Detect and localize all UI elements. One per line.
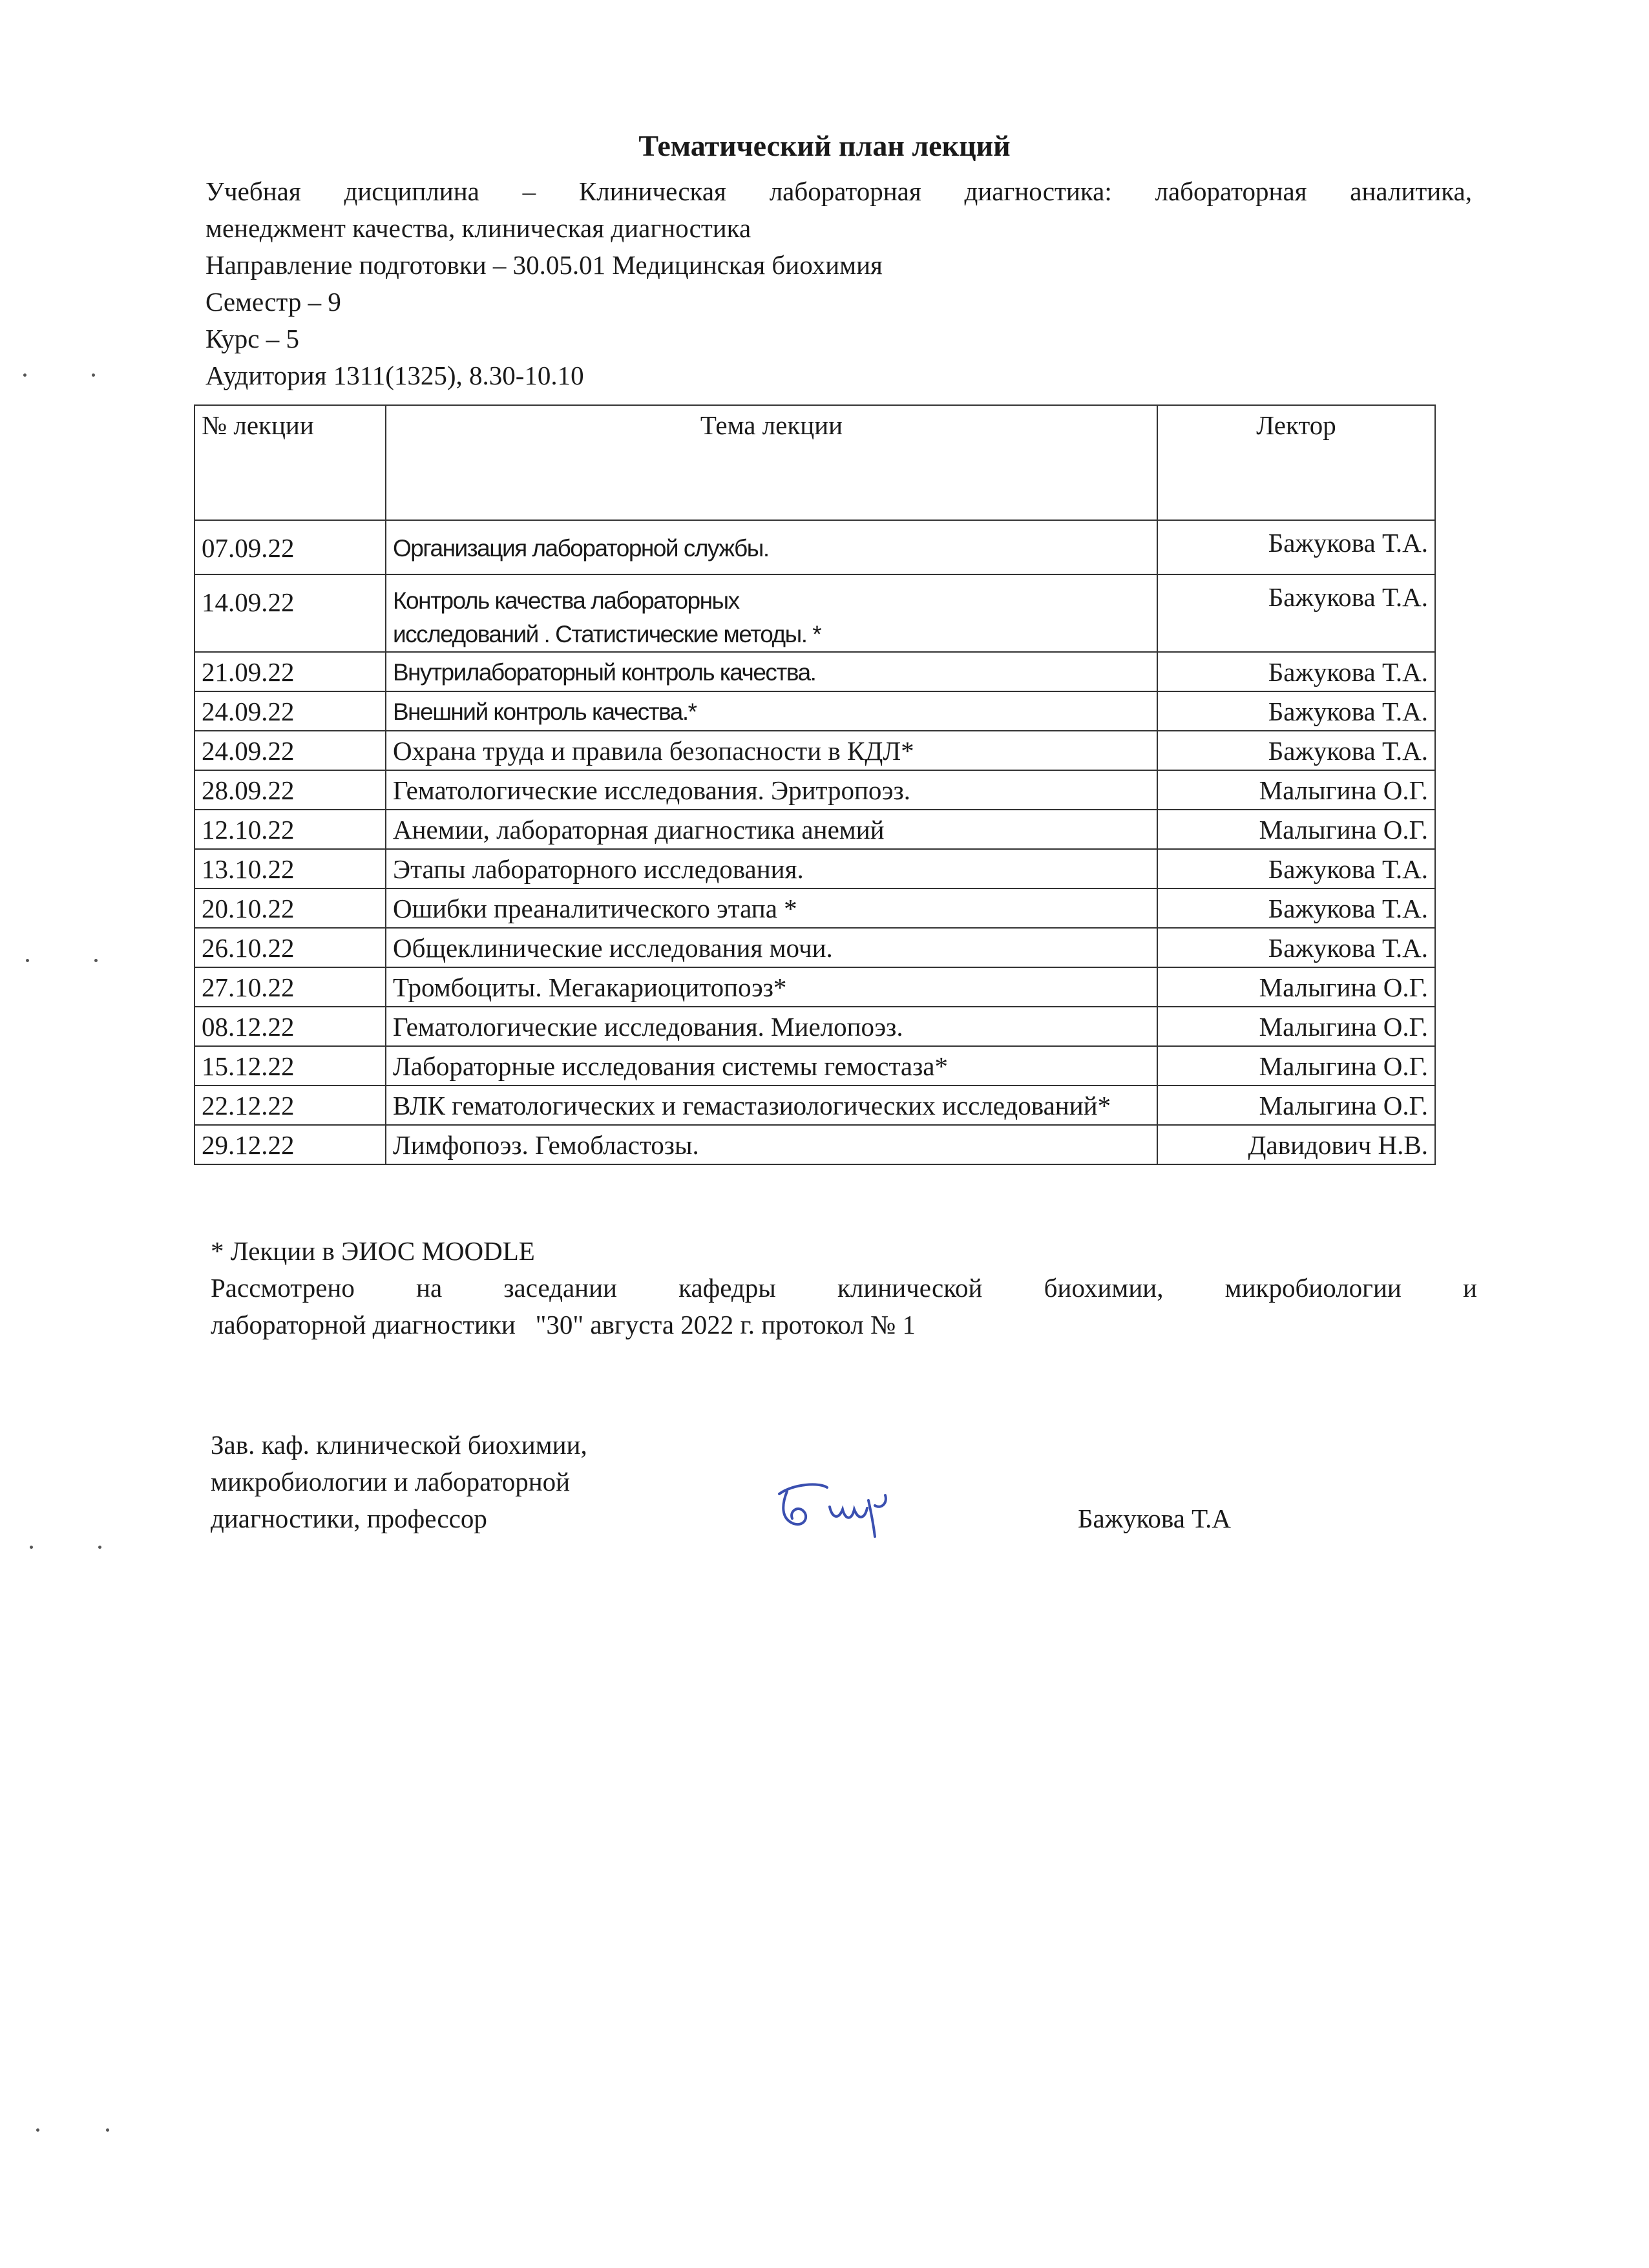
lecture-topic: Тромбоциты. Мегакариоцитопоэз* <box>386 967 1157 1007</box>
discipline-line-2: менеджмент качества, клиническая диагностика <box>205 213 751 243</box>
lecture-lector: Бажукова Т.А. <box>1157 849 1435 888</box>
lecture-date: 08.12.22 <box>194 1007 386 1046</box>
signatory-position <box>211 1427 587 1537</box>
header-lector: Лектор <box>1157 405 1435 520</box>
lecture-topic: Контроль качества лабораторных исследований . Статистические методы. * <box>386 574 1157 652</box>
position-line-3: диагностики, профессор <box>211 1504 487 1533</box>
lecture-lector: Бажукова Т.А. <box>1157 574 1435 652</box>
scan-speck <box>94 959 98 962</box>
lecture-date: 22.12.22 <box>194 1086 386 1125</box>
table-row <box>194 888 1435 928</box>
lecture-date: 13.10.22 <box>194 849 386 888</box>
lecture-schedule-table <box>194 404 1436 1165</box>
lecture-lector: Малыгина О.Г. <box>1157 1007 1435 1046</box>
table-header-row <box>194 405 1435 520</box>
table-row <box>194 731 1435 770</box>
lecture-date: 28.09.22 <box>194 770 386 810</box>
lecture-lector: Давидович Н.В. <box>1157 1125 1435 1164</box>
lecture-date: 24.09.22 <box>194 691 386 731</box>
lecture-topic: Организация лабораторной службы. <box>386 520 1157 574</box>
approval-line-2: лабораторной диагностики "30" августа 2022 г. протокол № 1 <box>211 1310 916 1339</box>
lecture-lector: Малыгина О.Г. <box>1157 770 1435 810</box>
table-row <box>194 574 1435 652</box>
lecture-date: 24.09.22 <box>194 731 386 770</box>
lecture-topic: Гематологические исследования. Эритропоэз. <box>386 770 1157 810</box>
approval-line-1: Рассмотрено на заседании кафедры клинической биохимии, микробиологии и <box>211 1273 1477 1303</box>
position-line-2: микробиологии и лабораторной <box>211 1467 571 1496</box>
lecture-date: 14.09.22 <box>194 574 386 652</box>
lecture-topic: Охрана труда и правила безопасности в КДЛ* <box>386 731 1157 770</box>
moodle-note: * Лекции в ЭИОС MOODLE <box>211 1236 535 1266</box>
table-row <box>194 770 1435 810</box>
footnote-block <box>211 1233 1477 1343</box>
lecture-topic: Гематологические исследования. Миелопоэз. <box>386 1007 1157 1046</box>
lecture-lector: Малыгина О.Г. <box>1157 967 1435 1007</box>
header-number: № лекции <box>194 405 386 520</box>
lecture-date: 20.10.22 <box>194 888 386 928</box>
lecture-lector: Бажукова Т.А. <box>1157 691 1435 731</box>
lecture-lector: Бажукова Т.А. <box>1157 731 1435 770</box>
table-row <box>194 1086 1435 1125</box>
lecture-lector: Бажукова Т.А. <box>1157 652 1435 691</box>
lecture-date: 21.09.22 <box>194 652 386 691</box>
scan-speck <box>30 1546 33 1549</box>
table-row <box>194 691 1435 731</box>
semester-line: Семестр – 9 <box>205 287 341 317</box>
table-row <box>194 967 1435 1007</box>
lecture-date: 27.10.22 <box>194 967 386 1007</box>
table-row <box>194 849 1435 888</box>
scan-speck <box>106 2128 109 2132</box>
direction-line: Направление подготовки – 30.05.01 Медицинская биохимия <box>205 250 883 280</box>
table-row <box>194 810 1435 849</box>
scan-speck <box>26 959 29 962</box>
signer-name: Бажукова Т.А <box>1078 1504 1231 1533</box>
table-row <box>194 928 1435 967</box>
lecture-lector: Малыгина О.Г. <box>1157 1086 1435 1125</box>
table-row <box>194 1046 1435 1086</box>
lecture-topic: Ошибки преаналитического этапа * <box>386 888 1157 928</box>
table-row <box>194 520 1435 574</box>
scan-speck <box>98 1546 101 1549</box>
discipline-line-1: Учебная дисциплина – Клиническая лабораторная диагностика: лабораторная аналитика, <box>205 176 1472 206</box>
lecture-date: 12.10.22 <box>194 810 386 849</box>
table-row <box>194 652 1435 691</box>
lecture-topic: Общеклинические исследования мочи. <box>386 928 1157 967</box>
lecture-date: 26.10.22 <box>194 928 386 967</box>
document-title: Тематический план лекций <box>638 129 1011 162</box>
header-topic: Тема лекции <box>386 405 1157 520</box>
lecture-date: 29.12.22 <box>194 1125 386 1164</box>
lecture-date: 07.09.22 <box>194 520 386 574</box>
lecture-topic: Этапы лабораторного исследования. <box>386 849 1157 888</box>
table-row <box>194 1125 1435 1164</box>
lecture-lector: Малыгина О.Г. <box>1157 1046 1435 1086</box>
lecture-topic: Внешний контроль качества.* <box>386 691 1157 731</box>
table-row <box>194 1007 1435 1046</box>
position-line-1: Зав. каф. клинической биохимии, <box>211 1430 587 1460</box>
scan-speck <box>36 2128 39 2132</box>
lecture-topic: ВЛК гематологических и гемастазиологических исследований* <box>386 1086 1157 1125</box>
auditorium-line: Аудитория 1311(1325), 8.30-10.10 <box>205 361 584 390</box>
lecture-lector: Бажукова Т.А. <box>1157 928 1435 967</box>
lecture-date: 15.12.22 <box>194 1046 386 1086</box>
lecture-topic: Внутрилабораторный контроль качества. <box>386 652 1157 691</box>
lecture-lector: Малыгина О.Г. <box>1157 810 1435 849</box>
lecture-lector: Бажукова Т.А. <box>1157 888 1435 928</box>
lecture-topic: Анемии, лабораторная диагностика анемий <box>386 810 1157 849</box>
scan-speck <box>23 373 26 377</box>
lecture-lector: Бажукова Т.А. <box>1157 520 1435 574</box>
course-line: Курс – 5 <box>205 324 299 353</box>
handwritten-signature <box>768 1464 923 1542</box>
scan-speck <box>92 373 95 377</box>
lecture-topic: Лимфопоэз. Гемобластозы. <box>386 1125 1157 1164</box>
course-info <box>205 173 1472 394</box>
lecture-topic: Лабораторные исследования системы гемостаза* <box>386 1046 1157 1086</box>
